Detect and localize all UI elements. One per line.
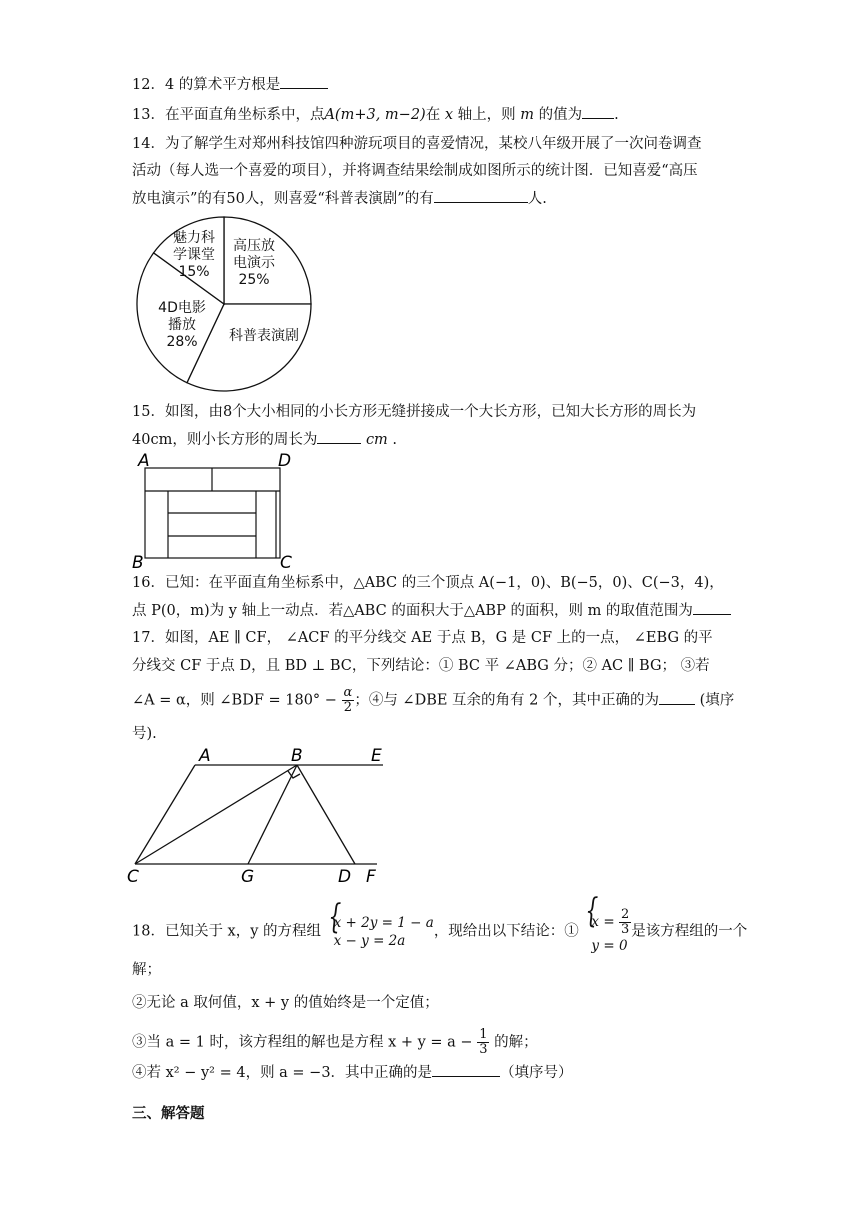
q15-end: . xyxy=(392,432,398,448)
q15-number: 15． xyxy=(132,404,165,420)
q15-line-2 xyxy=(132,429,397,450)
q17-line-4 xyxy=(132,724,157,744)
q18-frac-den: 3 xyxy=(479,1042,488,1057)
q13-point: A(m+3, m−2) xyxy=(324,107,426,123)
q18-equation-system xyxy=(326,914,434,950)
q17-line-1 xyxy=(132,628,713,648)
q12-line xyxy=(132,74,328,95)
q18-frac-num: 1 xyxy=(479,1027,488,1042)
section-title-text: 三、解答题 xyxy=(132,1106,205,1122)
q17-text-4: ；④与 ∠DBE 互余的角有 2 个，其中正确的为 xyxy=(354,692,660,709)
label-A: A xyxy=(138,451,150,471)
q16-number: 16． xyxy=(132,575,165,591)
q13-text-3: 轴上，则 xyxy=(457,107,516,123)
q18-text-1: 已知关于 x，y 的方程组 xyxy=(164,923,322,940)
geometry-figure xyxy=(125,745,390,885)
q18-text-4: 解； xyxy=(132,962,161,978)
q14-text-1: 为了解学生对郑州科技馆四种游玩项目的喜爱情况，某校八年级开展了一次问卷调查 xyxy=(164,136,702,152)
q18-sol-den: 3 xyxy=(620,922,630,937)
q17-fraction xyxy=(342,686,355,715)
q17-line-3 xyxy=(132,686,734,715)
pie-slice-label: 学课堂 xyxy=(173,247,215,263)
q18-text-8: ④若 x² − y² = 4，则 a = −3．其中正确的是 xyxy=(132,1065,433,1081)
q17-text-6: 号). xyxy=(132,726,157,742)
q15-text-1: 如图，由8个大小相同的小长方形无缝拼接成一个大长方形，已知大长方形的周长为 xyxy=(164,404,697,420)
q18-sol-x: x = xyxy=(591,914,615,930)
q13-text-1: 在平面直角坐标系中，点 xyxy=(164,107,325,123)
q17-text-1: 如图，AE ∥ CF， ∠ACF 的平分线交 AE 于点 B，G 是 CF 上的一点， ∠EBG 的平 xyxy=(164,630,713,646)
label-B: B xyxy=(132,553,144,572)
q17-text-3: ∠A = α，则 ∠BDF = 180° − xyxy=(132,692,337,709)
label-A: A xyxy=(199,746,211,766)
label-D: D xyxy=(338,867,352,885)
q14-line-2 xyxy=(132,161,698,181)
section-title xyxy=(132,1104,205,1124)
q15-unit: cm xyxy=(365,432,388,448)
q13-end: . xyxy=(614,107,619,123)
q14-text-2: 活动（每人选一个喜爱的项目），并将调查结果绘制成如图所示的统计图．已知喜爱“高压 xyxy=(132,163,698,179)
segment-BD xyxy=(297,765,355,864)
q14-line-1 xyxy=(132,134,701,154)
q16-text-2: 点 P(0，m)为 y 轴上一动点．若△ABC 的面积大于△ABP 的面积，则 m 的取值范围为 xyxy=(132,603,693,619)
pie-chart xyxy=(125,214,325,394)
pie-slice-label: 电演示 xyxy=(233,255,275,271)
q17-frac-num: α xyxy=(343,685,353,700)
rectangle-figure xyxy=(130,450,300,572)
q14-answer-blank[interactable] xyxy=(434,188,528,203)
q13-answer-blank[interactable] xyxy=(582,104,614,119)
q14-number: 14． xyxy=(132,136,165,152)
q12-text: 4 的算术平方根是 xyxy=(164,77,281,93)
q13-line xyxy=(132,104,619,125)
q18-line-2 xyxy=(132,960,161,980)
q14-text-3: 放电演示”的有50人，则喜爱“科普表演剧”的有 xyxy=(132,191,434,207)
q18-text-6: ③当 a = 1 时，该方程组的解也是方程 x + y = a − xyxy=(132,1034,473,1051)
q16-answer-blank[interactable] xyxy=(693,600,731,615)
q18-answer-blank[interactable] xyxy=(432,1062,500,1077)
q17-line-2 xyxy=(132,656,710,676)
pie-slice-label: 高压放 xyxy=(233,238,275,254)
label-E: E xyxy=(371,746,382,766)
q18-text-2: ，现给出以下结论：① xyxy=(433,923,579,940)
q18-eq-1: { x + 2y = 1 − a xyxy=(333,914,434,931)
q18-line-5 xyxy=(132,1062,573,1083)
q18-line-4 xyxy=(132,1028,538,1057)
q15-line-1 xyxy=(132,402,696,422)
pie-slice-label: 科普表演剧 xyxy=(229,328,299,344)
q14-line-3 xyxy=(132,188,547,209)
label-F: F xyxy=(366,867,376,885)
q13-var: m xyxy=(520,107,534,123)
q18-fraction xyxy=(477,1028,489,1057)
q17-text-2: 分线交 CF 于点 D，且 BD ⊥ BC，下列结论：① BC 平 ∠ABG 分；② AC ∥ BG； ③若 xyxy=(132,658,710,674)
pie-value-label: 28% xyxy=(166,334,198,350)
q17-number: 17． xyxy=(132,630,165,646)
q17-text-5: (填序 xyxy=(699,692,735,709)
q17-frac-den: 2 xyxy=(343,700,353,715)
pie-value-label: 25% xyxy=(238,272,270,288)
q18-eq-2: x − y = 2a xyxy=(333,932,406,949)
q17-answer-blank[interactable] xyxy=(659,690,695,705)
q13-axis: x xyxy=(444,107,454,123)
q18-line-1 xyxy=(132,908,747,955)
pie-slice-label: 4D电影 xyxy=(158,300,206,316)
q16-text-1: 已知：在平面直角坐标系中，△ABC 的三个顶点 A(−1，0)、B(−5，0)、C(−3，4)， xyxy=(164,575,724,591)
segment-AC xyxy=(135,765,195,864)
pie-slice-label: 播放 xyxy=(168,317,196,333)
pie-slice-label: 魅力科 xyxy=(173,230,215,246)
q18-sol-num: 2 xyxy=(620,907,630,922)
q15-text-2: 40cm，则小长方形的周长为 xyxy=(132,432,318,448)
q18-solution-system xyxy=(583,908,631,955)
q18-sol-y: y = 0 xyxy=(591,938,628,954)
q18-line-3 xyxy=(132,993,439,1013)
q13-number: 13． xyxy=(132,107,165,123)
q15-answer-blank[interactable] xyxy=(317,429,361,444)
q16-line-1 xyxy=(132,573,724,593)
label-B: B xyxy=(291,746,303,766)
label-D: D xyxy=(278,451,292,471)
q18-text-5: ②无论 a 取何值，x + y 的值始终是一个定值； xyxy=(132,995,439,1011)
q12-answer-blank[interactable] xyxy=(280,74,328,89)
label-C: C xyxy=(127,867,139,885)
q16-line-2 xyxy=(132,600,731,621)
label-G: G xyxy=(241,867,255,885)
q12-number: 12． xyxy=(132,77,165,93)
pie-value-label: 15% xyxy=(178,264,210,280)
q18-text-3: 是该方程组的一个 xyxy=(631,923,748,940)
q18-number: 18． xyxy=(132,923,165,940)
label-C: C xyxy=(280,553,292,572)
q18-text-7: 的解； xyxy=(489,1034,538,1051)
q18-text-9: （填序号） xyxy=(500,1065,573,1081)
q13-text-2: 在 xyxy=(425,107,441,123)
q13-text-4: 的值为 xyxy=(538,107,583,123)
q14-text-4: 人. xyxy=(527,191,547,207)
